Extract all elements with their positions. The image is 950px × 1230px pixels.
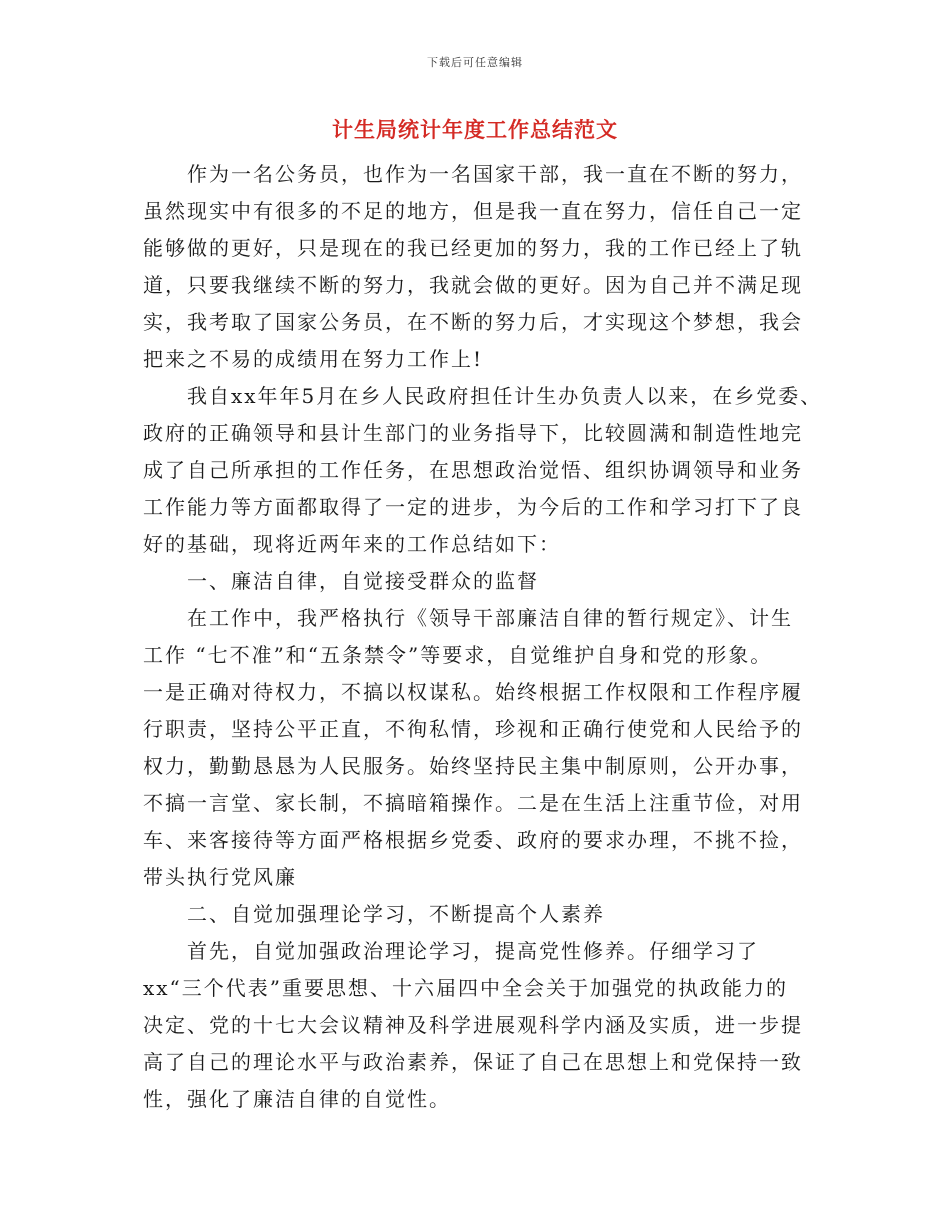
body-line: 行职责，坚持公平正直，不徇私情，珍视和正确行使党和人民给予的 bbox=[143, 717, 803, 741]
body-line: 带头执行党风廉 bbox=[143, 865, 297, 889]
document-title: 计生局统计年度工作总结范文 bbox=[332, 117, 618, 142]
body-line: 一是正确对待权力，不搞以权谋私。始终根据工作权限和工作程序履 bbox=[143, 680, 803, 704]
body-line: xx“三个代表”重要思想、十六届四中全会关于加强党的执政能力的 bbox=[143, 976, 789, 1000]
body-line: 把来之不易的成绩用在努力工作上! bbox=[143, 347, 484, 371]
body-line: 能够做的更好，只是现在的我已经更加的努力，我的工作已经上了轨 bbox=[143, 236, 803, 260]
section-heading: 二、自觉加强理论学习，不断提高个人素养 bbox=[187, 902, 605, 926]
body-line: 决定、党的十七大会议精神及科学进展观科学内涵及实质，进一步提 bbox=[143, 1013, 803, 1037]
section-heading: 一、廉洁自律，自觉接受群众的监督 bbox=[187, 569, 539, 593]
body-line: 成了自己所承担的工作任务，在思想政治觉悟、组织协调领导和业务 bbox=[143, 458, 803, 482]
body-line: 好的基础，现将近两年来的工作总结如下： bbox=[143, 532, 561, 556]
body-line: 不搞一言堂、家长制，不搞暗箱操作。二是在生活上注重节俭，对用 bbox=[143, 791, 803, 815]
body-line: 权力，勤勤恳恳为人民服务。始终坚持民主集中制原则，公开办事， bbox=[143, 754, 803, 778]
body-line: 道，只要我继续不断的努力，我就会做的更好。因为自己并不满足现 bbox=[143, 273, 803, 297]
body-line: 性，强化了廉洁自律的自觉性。 bbox=[143, 1087, 451, 1111]
header-note: 下载后可任意编辑 bbox=[427, 56, 523, 69]
body-line: 工作能力等方面都取得了一定的进步，为今后的工作和学习打下了良 bbox=[143, 495, 803, 519]
body-line: 高了自己的理论水平与政治素养，保证了自己在思想上和党保持一致 bbox=[143, 1050, 803, 1074]
body-line: 实，我考取了国家公务员，在不断的努力后，才实现这个梦想，我会 bbox=[143, 310, 803, 334]
body-line: 车、来客接待等方面严格根据乡党委、政府的要求办理，不挑不捡， bbox=[143, 828, 803, 852]
body-line: 我自xx年年5月在乡人民政府担任计生办负责人以来，在乡党委、 bbox=[187, 384, 823, 408]
body-line: 在工作中，我严格执行《领导干部廉洁自律的暂行规定》、计生 bbox=[187, 606, 793, 630]
body-line: 虽然现实中有很多的不足的地方，但是我一直在努力，信任自己一定 bbox=[143, 199, 803, 223]
body-line: 作为一名公务员，也作为一名国家干部，我一直在不断的努力， bbox=[187, 162, 803, 186]
body-line: 政府的正确领导和县计生部门的业务指导下，比较圆满和制造性地完 bbox=[143, 421, 803, 445]
body-line: 首先，自觉加强政治理论学习，提高党性修养。仔细学习了 bbox=[187, 939, 759, 963]
body-line: 工作 “七不准”和“五条禁令”等要求，自觉维护自身和党的形象。 bbox=[143, 643, 773, 667]
